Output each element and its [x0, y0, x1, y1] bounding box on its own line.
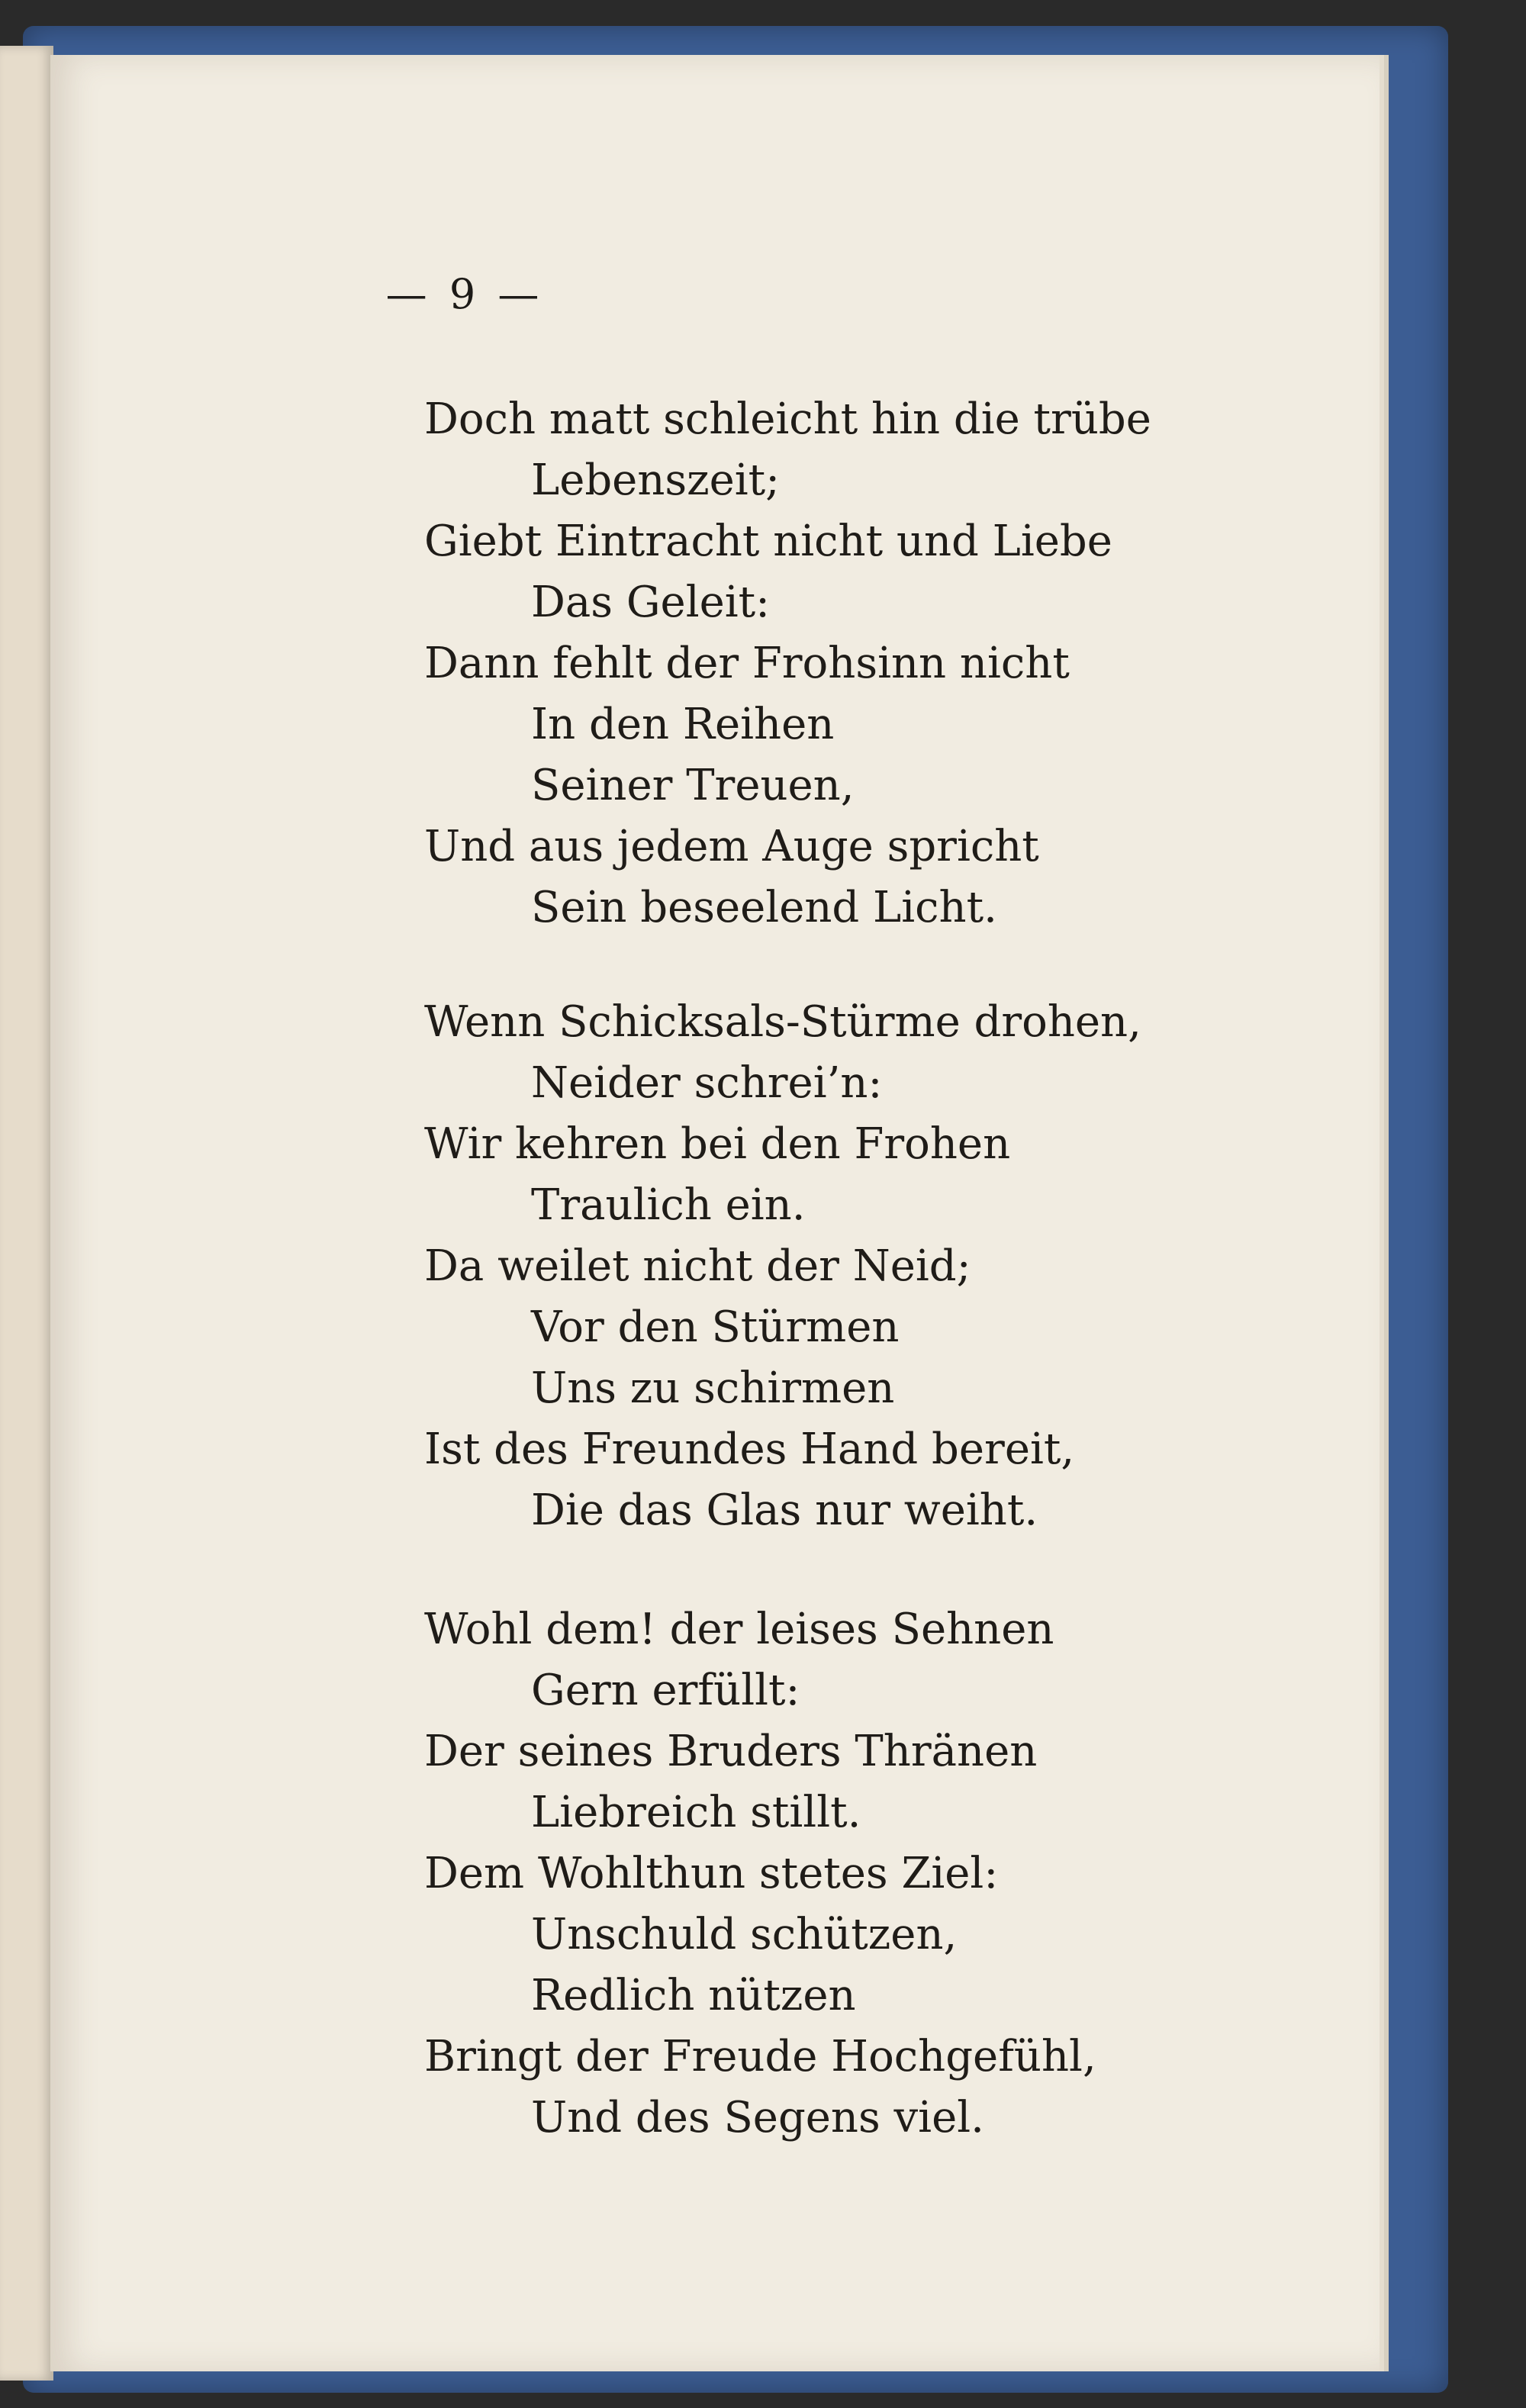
previous-page-edge — [0, 46, 53, 2381]
poem-line: Wenn Schicksals-Stürme drohen, — [424, 997, 1141, 1047]
poem-line: Sein beseelend Licht. — [531, 883, 997, 932]
poem-line: Der seines Bruders Thränen — [424, 1727, 1038, 1776]
poem-line: Lebenszeit; — [531, 456, 781, 505]
poem-line: Bringt der Freude Hochgefühl, — [424, 2032, 1096, 2081]
poem-line: Das Geleit: — [531, 578, 771, 627]
poem-line: Gern erfüllt: — [531, 1666, 800, 1715]
poem-line: Giebt Eintracht nicht und Liebe — [424, 517, 1112, 566]
poem-line: Die das Glas nur weiht. — [531, 1486, 1038, 1535]
poem-line: Doch matt schleicht hin die trübe — [424, 394, 1151, 444]
poem-line: Wir kehren bei den Frohen — [424, 1119, 1011, 1169]
book-page — [50, 55, 1380, 2371]
poem-line: Traulich ein. — [531, 1180, 806, 1230]
poem-line: Wohl dem! der leises Sehnen — [424, 1605, 1054, 1654]
poem-line: Seiner Treuen, — [531, 761, 855, 810]
poem-line: Und des Segens viel. — [531, 2093, 984, 2142]
poem-line: Und aus jedem Auge spricht — [424, 822, 1039, 871]
poem-line: Liebreich stillt. — [531, 1788, 861, 1837]
poem-line: Neider schrei’n: — [531, 1058, 883, 1108]
page-number: — 9 — — [385, 270, 544, 318]
poem-line: Da weilet nicht der Neid; — [424, 1241, 971, 1291]
poem-line: Redlich nützen — [531, 1971, 856, 2020]
poem-line: In den Reihen — [531, 700, 835, 749]
poem-line: Vor den Stürmen — [531, 1302, 900, 1352]
poem-line: Uns zu schirmen — [531, 1363, 895, 1413]
poem-line: Dem Wohlthun stetes Ziel: — [424, 1849, 999, 1898]
poem-line: Dann fehlt der Frohsinn nicht — [424, 639, 1070, 688]
poem-line: Ist des Freundes Hand bereit, — [424, 1425, 1075, 1474]
poem-line: Unschuld schützen, — [531, 1910, 958, 1959]
